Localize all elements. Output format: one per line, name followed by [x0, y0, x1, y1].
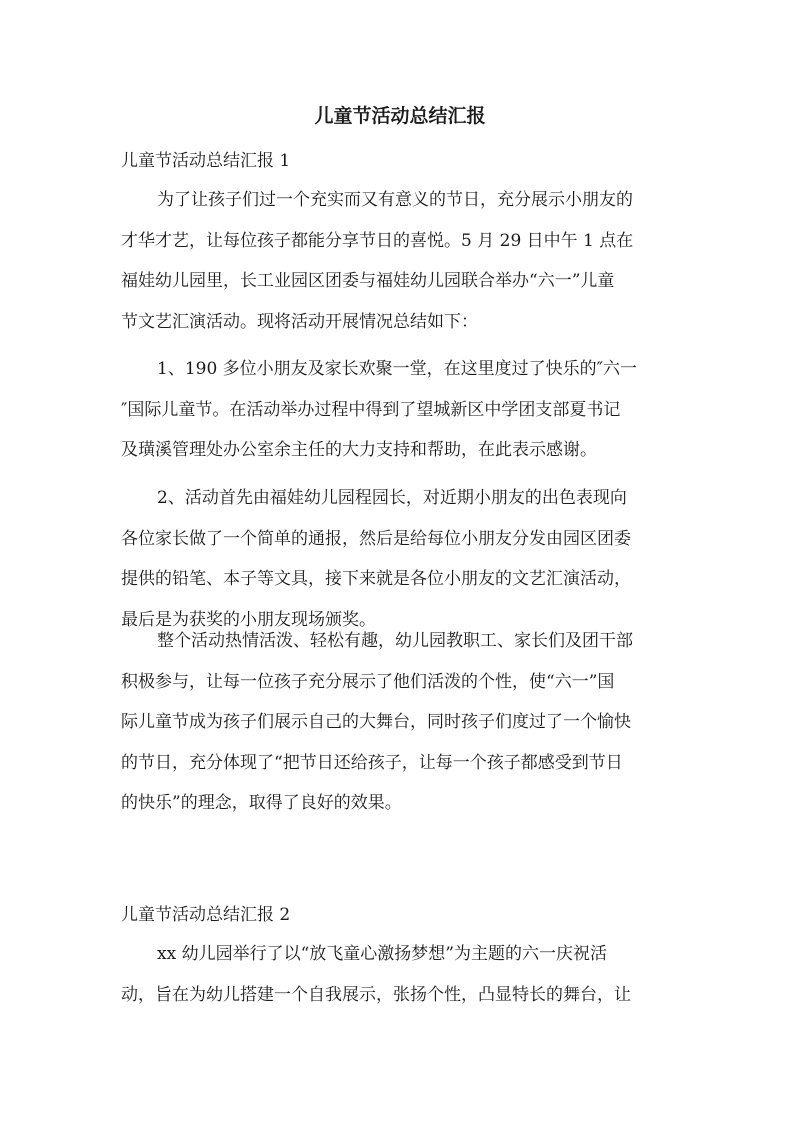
text-line: 际儿童节成为孩子们展示自己的大舞台，同时孩子们度过了一个愉快 [121, 712, 631, 732]
text-line: 才华才艺，让每位孩子都能分享节日的喜悦。5 月 29 日中午 1 点在 [121, 230, 634, 251]
text-line: 1、190 多位小朋友及家长欢聚一堂，在这里度过了快乐的″六一 [157, 359, 638, 379]
section-1-paragraph-2 [121, 349, 681, 471]
text-line: 为了让孩子们过一个充实而又有意义的节日，充分展示小朋友的 [157, 190, 633, 210]
text-line: xx 幼儿园举行了以“放飞童心激扬梦想”为主题的六一庆祝活 [157, 944, 607, 964]
section-2-paragraph-1 [121, 934, 681, 1015]
section-1-paragraph-3 [121, 478, 681, 640]
text-line: 提供的铅笔、本子等文具，接下来就是各位小朋友的文艺汇演活动， [121, 569, 631, 589]
text-line: 最后是为获奖的小朋友现场颁奖。 [121, 609, 376, 630]
section-heading-1: 儿童节活动总结汇报 1 [121, 151, 291, 171]
section-1-paragraph-4 [121, 621, 681, 824]
text-line: 整个活动热情活泼、轻松有趣，幼儿园教职工、家长们及团干部 [157, 631, 633, 651]
document-title: 儿童节活动总结汇报 [314, 105, 486, 127]
text-line: 的快乐”的理念，取得了良好的效果。 [121, 793, 402, 813]
text-line: 的节日，充分体现了“把节日还给孩子，让每一个孩子都感受到节日 [121, 752, 623, 773]
text-line: 动，旨在为幼儿搭建一个自我展示，张扬个性，凸显特长的舞台，让 [121, 984, 631, 1005]
section-heading-2: 儿童节活动总结汇报 2 [121, 905, 291, 925]
section-1-paragraph-1 [121, 180, 681, 342]
text-line: 福娃幼儿园里，长工业园区团委与福娃幼儿园联合举办“六一”儿童 [121, 271, 615, 291]
text-line: 2、活动首先由福娃幼儿园程园长，对近期小朋友的出色表现向 [157, 488, 627, 508]
text-line: 积极参与，让每一位孩子充分展示了他们活泼的个性，使“六一”国 [121, 671, 615, 692]
text-line: 各位家长做了一个简单的通报，然后是给每位小朋友分发由园区团委 [121, 528, 631, 549]
text-line: ″国际儿童节。在活动举办过程中得到了望城新区中学团支部夏书记 [121, 399, 621, 420]
text-line: 节文艺汇演活动。现将活动开展情况总结如下： [121, 311, 478, 332]
text-line: 及璜溪管理处办公室余主任的大力支持和帮助，在此表示感谢。 [121, 440, 597, 460]
